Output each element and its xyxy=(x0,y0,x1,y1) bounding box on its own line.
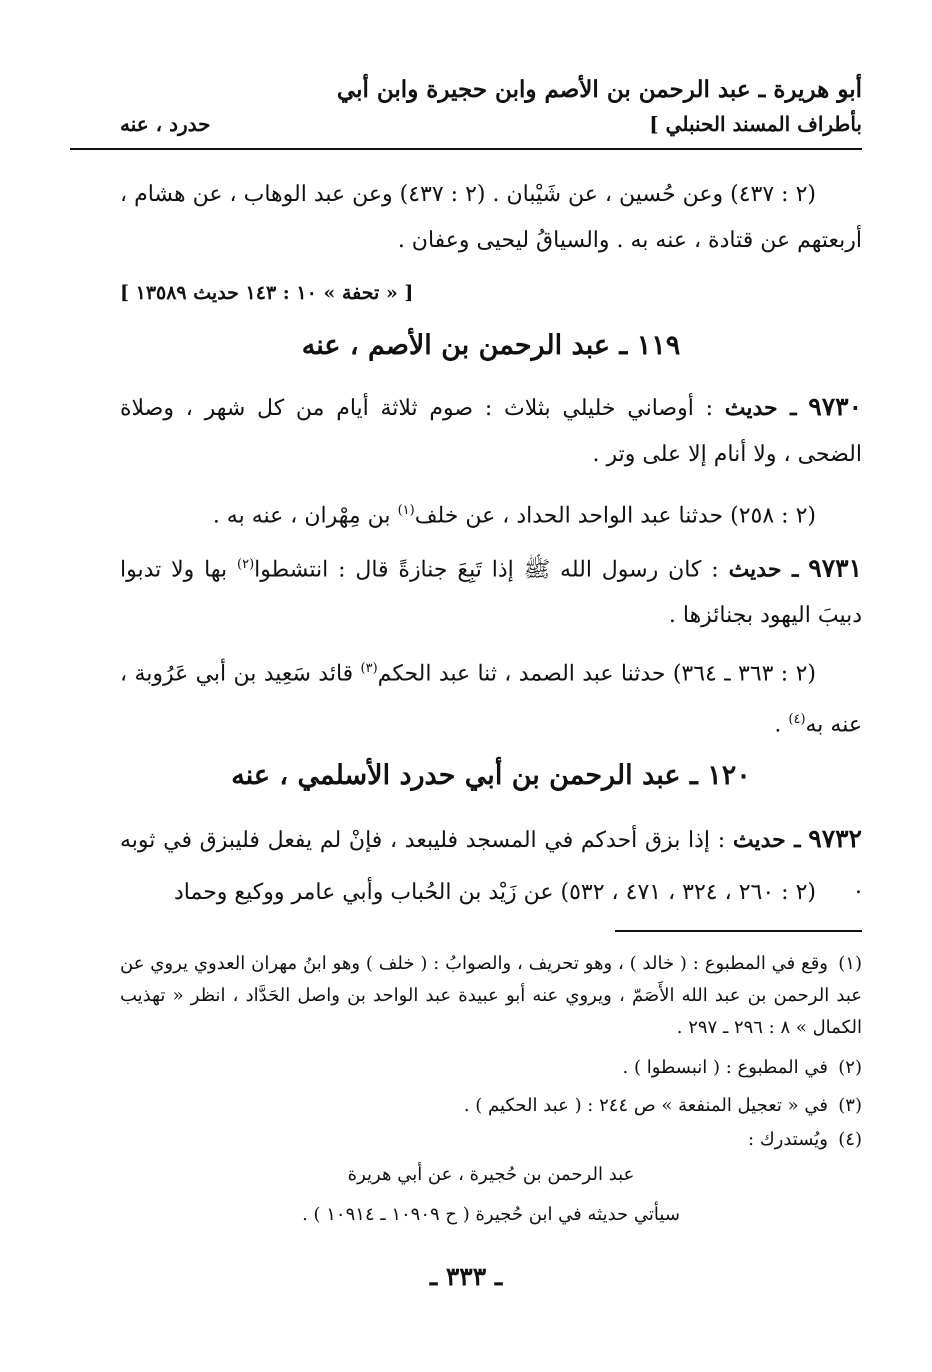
hadith-9731 xyxy=(120,542,862,639)
hadith-keyword: ـ حديث xyxy=(728,556,799,583)
chain-text-end: . xyxy=(774,712,782,738)
book-title: بأطراف المسند الحنبلي ] xyxy=(649,112,862,136)
addendum-title: عبد الرحمن بن حُجيرة ، عن أبي هريرة xyxy=(347,1164,635,1185)
hadith-9730 xyxy=(120,384,862,478)
footnote-text: في « تعجيل المنفعة » ص ٢٤٤ : ( عبد الحكيم ) . xyxy=(463,1095,828,1116)
chain-text-end: بن مِهْران ، عنه به . xyxy=(212,503,391,529)
header-continuation: حدرد ، عنه xyxy=(120,112,211,136)
chain-text: (٢ : ٢٥٨) حدثنا عبد الواحد الحداد ، عن خلف xyxy=(414,503,816,529)
hadith-number: ٩٧٣٠ xyxy=(808,392,863,421)
footnote-rule xyxy=(615,930,862,932)
intro-paragraph xyxy=(120,172,862,264)
page-number: ـ ٣٣٣ ـ xyxy=(429,1262,503,1291)
footnote-text: ويُستدرك : xyxy=(748,1129,828,1150)
addendum-text: سيأتي حديثه في ابن حُجيرة ( ح ١٠٩٠٩ ـ ١٠٩١٤ ) . xyxy=(302,1204,680,1225)
chain-text: (٢ : ٣٦٣ ـ ٣٦٤) حدثنا عبد الصمد ، ثنا عبد الحكم xyxy=(377,661,816,687)
footnote-2 xyxy=(120,1052,862,1084)
hadith-number: ٩٧٣١ xyxy=(808,553,863,583)
footnote-label: (٢) xyxy=(838,1057,862,1078)
hadith-text: : كان رسول الله ﷺ إذا تَبِعَ جنازةً قال : انتشطوا xyxy=(254,557,719,583)
running-header-title: أبو هريرة ـ عبد الرحمن بن الأصم وابن حجيرة وابن أبي xyxy=(336,76,862,103)
hadith-9731-chain xyxy=(120,646,862,749)
footnote-ref-4: (٤) xyxy=(788,712,806,728)
footnote-text: في المطبوع : ( انبسطوا ) . xyxy=(622,1057,828,1078)
hadith-text: : إذا بزق أحدكم في المسجد فليبعد ، فإنْ لم يفعل فليبزق في ثوبه . xyxy=(120,828,862,899)
hadith-keyword: ـ حديث xyxy=(732,827,801,853)
footnote-3 xyxy=(120,1090,862,1122)
hadith-9732-chain: (٢ : ٢٦٠ ، ٣٢٤ ، ٤٧١ ، ٥٣٢) عن زَيْد بن الحُباب وأبي عامر ووكيع وحماد xyxy=(173,880,816,905)
hadith-9730-chain xyxy=(120,488,862,539)
running-header-line2 xyxy=(70,112,862,142)
section-120-title: ١٢٠ ـ عبد الرحمن بن أبي حدرد الأسلمي ، عنه xyxy=(231,760,751,791)
hadith-keyword: ـ حديث xyxy=(724,395,797,421)
intro-line1: (٢ : ٤٣٧) وعن حُسين ، عن شَيْبان . (٢ : ٤٣٧) وعن عبد الوهاب ، عن xyxy=(192,182,817,207)
intro-line2: هشام ، أربعتهم عن قتادة ، عنه به . والسياقُ ليحيى وعفان . xyxy=(120,182,862,253)
tuhfa-reference: [ « تحفة » ١٠ : ١٤٣ حديث ١٣٥٨٩ ] xyxy=(120,282,414,304)
hadith-number: ٩٧٣٢ xyxy=(808,824,862,853)
footnote-label: (١) xyxy=(838,953,862,974)
footnote-ref-1: (١) xyxy=(397,503,415,518)
footnote-4 xyxy=(120,1124,862,1156)
section-119-title: ١١٩ ـ عبد الرحمن بن الأصم ، عنه xyxy=(301,330,681,361)
footnote-1 xyxy=(120,948,862,1044)
hadith-text-end: بها ولا تدبوا دبيبَ اليهود بجنائزها . xyxy=(120,557,862,629)
footnote-ref-2: (٢) xyxy=(237,557,255,572)
footnote-label: (٣) xyxy=(838,1095,862,1116)
footnote-ref-3: (٣) xyxy=(360,661,378,676)
header-rule xyxy=(70,148,862,150)
chain-text-mid: قائد سَعِيد بن أبي عَرُوبة ، عنه به xyxy=(120,661,862,738)
footnote-text: وقع في المطبوع : ( خالد ) ، وهو تحريف ، والصوابُ : ( خلف ) وهو ابنُ مهران العدوي يروي عن عبد الرحمن بن عبد الله الأَصَمّ ، ويروي عنه أبو عبيدة عبد الواحد بن واصل الحَدَّاد ، انظر « تهذيب الكمال » ٨ : ٢٩٦ ـ ٢٩٧ . xyxy=(120,953,862,1038)
footnote-label: (٤) xyxy=(838,1129,862,1150)
hadith-text: : أوصاني خليلي بثلاث : صوم ثلاثة أيام من كل شهر ، وصلاة الضحى ، ولا أنام إلا على وتر . xyxy=(120,396,862,467)
